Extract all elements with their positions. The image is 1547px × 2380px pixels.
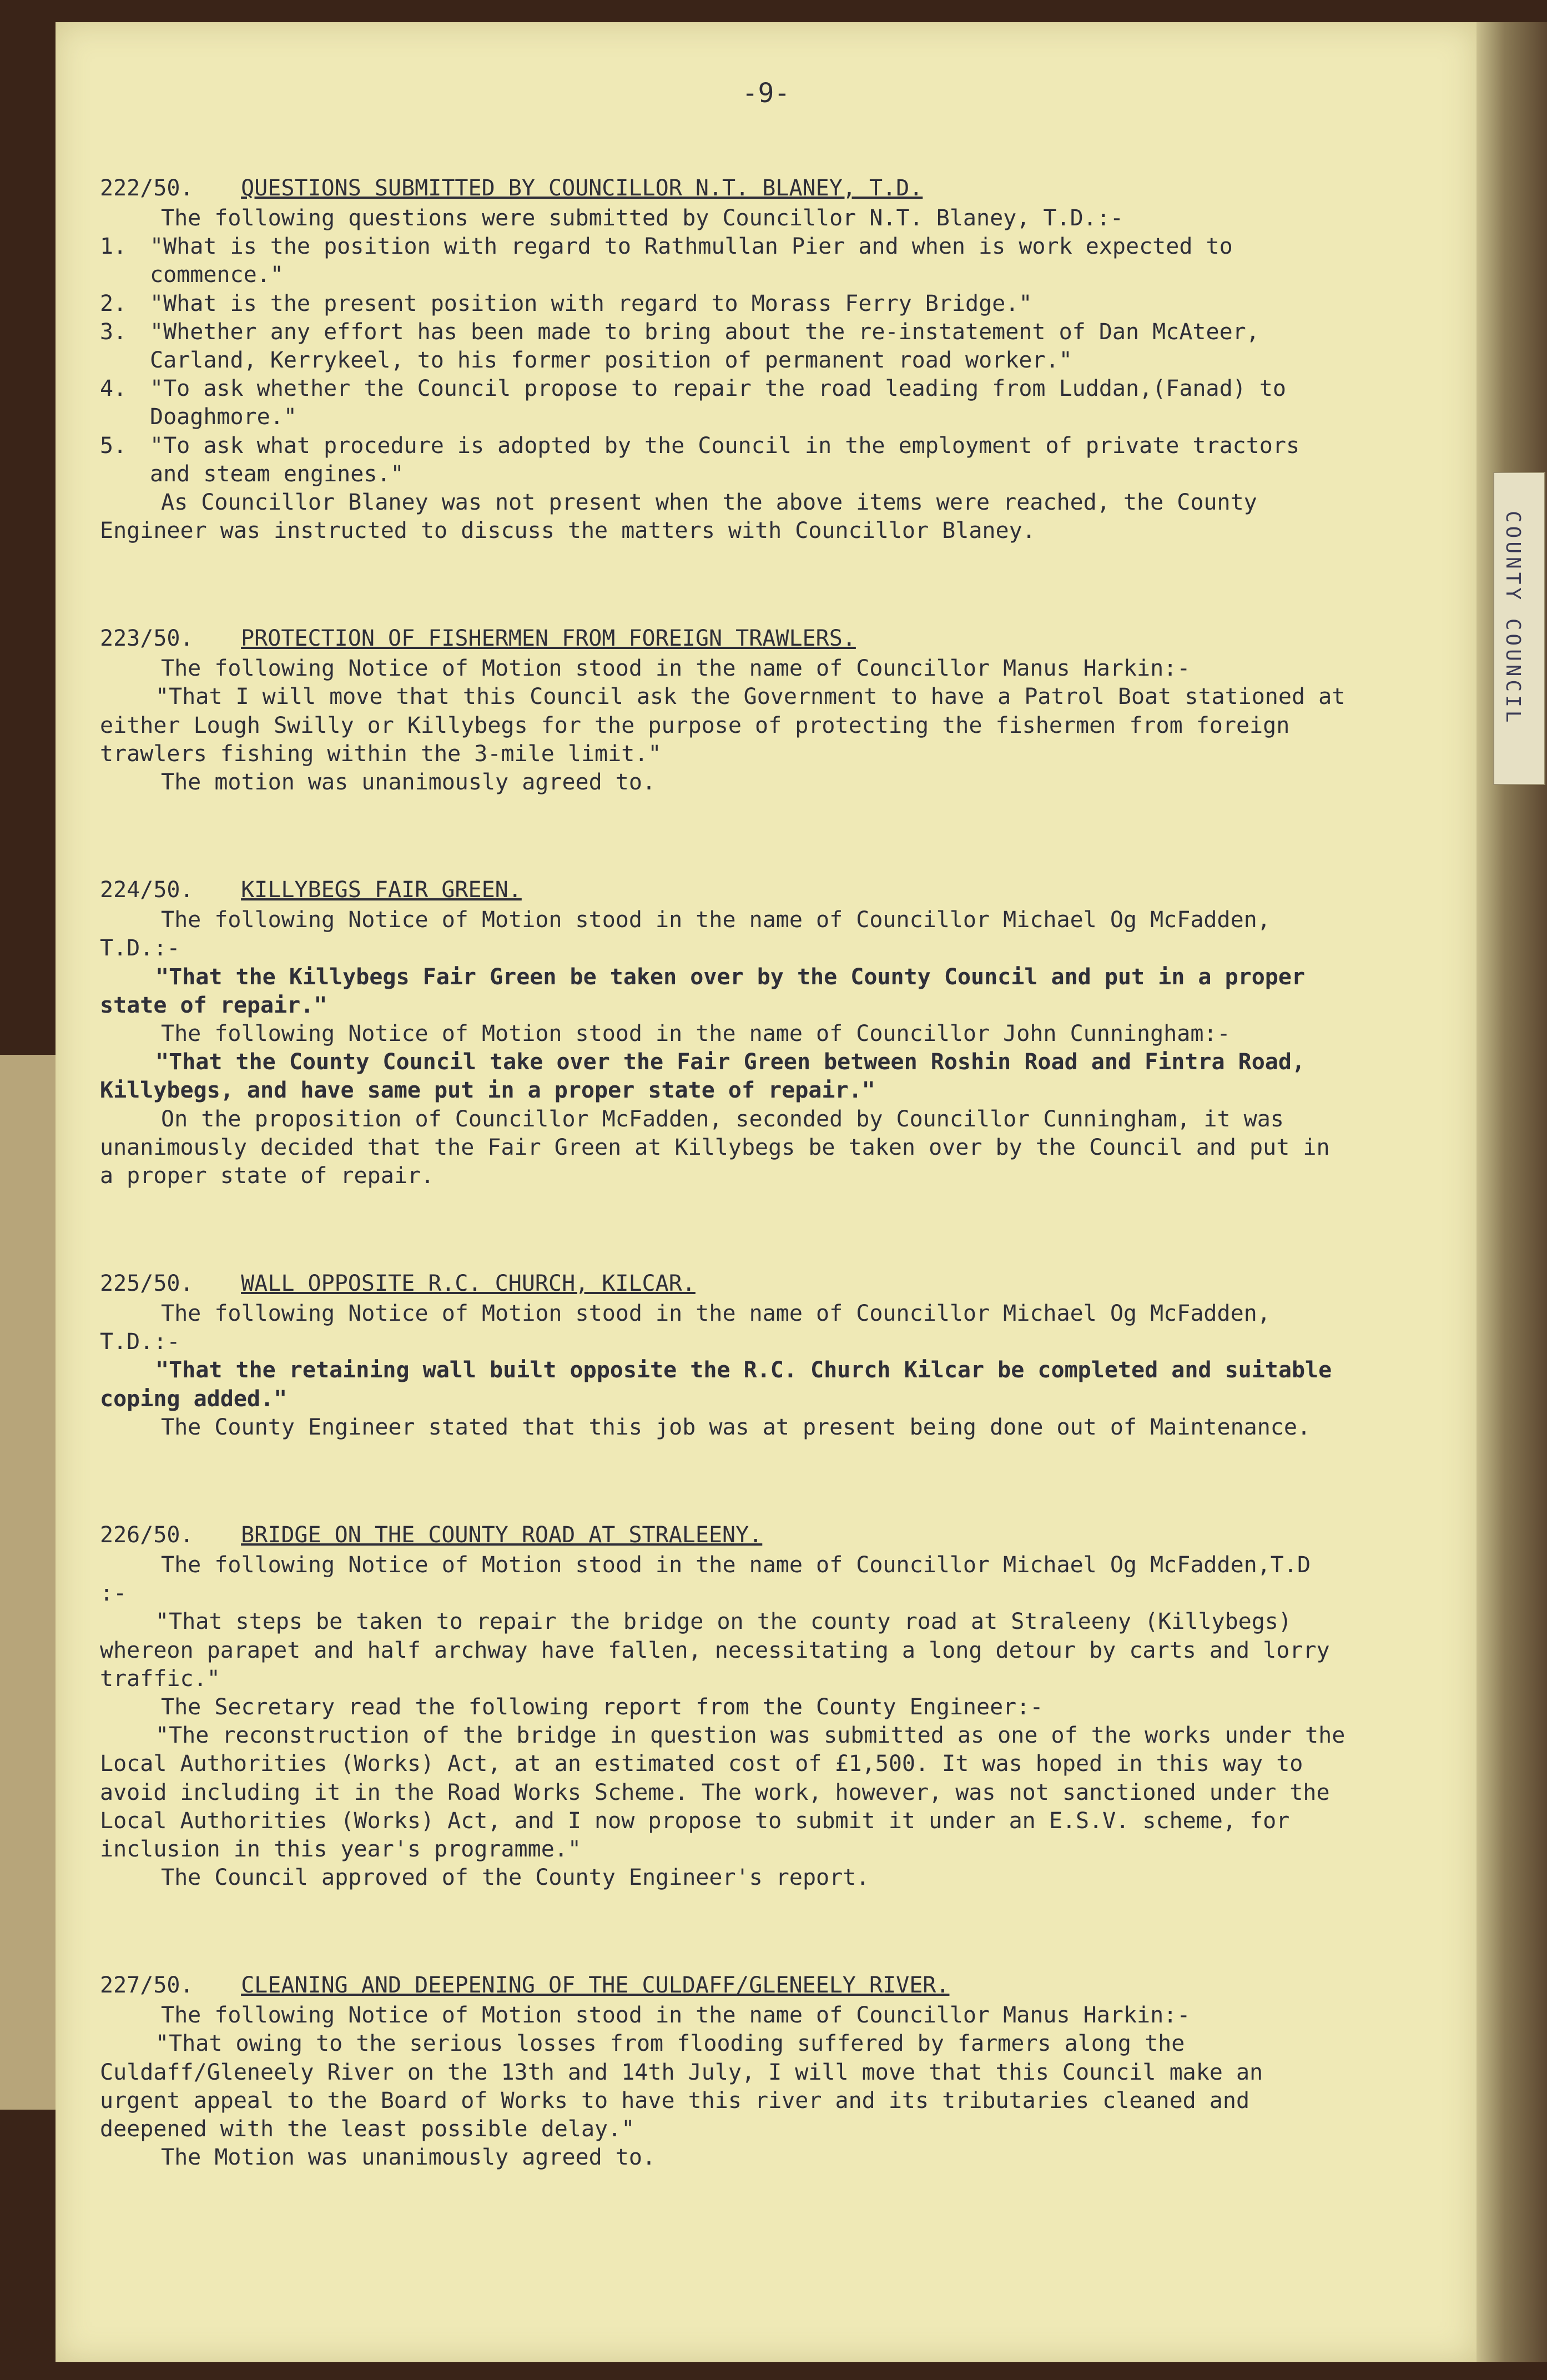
item-title: WALL OPPOSITE R.C. CHURCH, KILCAR. bbox=[241, 1271, 696, 1297]
item-outcome: The Motion was unanimously agreed to. bbox=[161, 2145, 656, 2171]
motion-text: "That owing to the serious losses from flooding suffered by farmers along the Culdaff/Gleneely River on the 13th and 14th July, I will move that this Council make an urgent appeal to the Board of Works to have this river and its tributaries cleaned and deepened with the least possible delay." bbox=[100, 2031, 1263, 2142]
item-title: KILLYBEGS FAIR GREEN. bbox=[241, 877, 522, 903]
item-outcome: On the proposition of Councillor McFadden, seconded by Councillor Cunningham, it was unanimously decided that the Fair Green at Killybegs be taken over by the Council and put in a proper state of repair. bbox=[100, 1106, 1330, 1189]
item-heading bbox=[100, 1973, 1349, 1998]
item-outcome: The County Engineer stated that this job was at present being done out of Maintenance. bbox=[161, 1414, 1311, 1440]
item-number: 226/50. bbox=[100, 1522, 194, 1548]
item-heading bbox=[100, 1522, 1349, 1548]
question-number: 4. bbox=[100, 376, 127, 402]
question-item bbox=[100, 318, 1349, 375]
minutes-content bbox=[100, 78, 1349, 2252]
question-list bbox=[100, 233, 1349, 489]
item-intro: The following Notice of Motion stood in the name of Councillor Michael Og McFadden, T.D.:- bbox=[100, 907, 1271, 962]
question-item bbox=[100, 432, 1349, 489]
item-intro: The following Notice of Motion stood in the name of Councillor Manus Harkin:- bbox=[161, 656, 1191, 682]
item-title: CLEANING AND DEEPENING OF THE CULDAFF/GLENEELY RIVER. bbox=[241, 1973, 950, 1999]
item-number: 223/50. bbox=[100, 626, 194, 652]
question-number: 2. bbox=[100, 290, 127, 316]
question-item bbox=[100, 375, 1349, 431]
item-title: PROTECTION OF FISHERMEN FROM FOREIGN TRAWLERS. bbox=[241, 626, 856, 652]
item-number: 222/50. bbox=[100, 175, 194, 201]
question-text: "Whether any effort has been made to bring about the re-instatement of Dan McAteer, Carland, Kerrykeel, to his former position of permanent road worker." bbox=[150, 319, 1259, 373]
item-heading bbox=[100, 1271, 1349, 1296]
motion-text: "That steps be taken to repair the bridge on the county road at Straleeny (Killybegs) whereon parapet and half archway have fallen, necessitating a long detour by carts and lorry traffic." bbox=[100, 1609, 1330, 1692]
minute-item-224 bbox=[100, 877, 1349, 1190]
item-outcome: As Councillor Blaney was not present when the above items were reached, the County Engineer was instructed to discuss the matters with Councillor Blaney. bbox=[100, 489, 1257, 544]
item-title: BRIDGE ON THE COUNTY ROAD AT STRALEENY. bbox=[241, 1522, 763, 1548]
item-intro-second: The Secretary read the following report from the County Engineer:- bbox=[161, 1694, 1044, 1720]
page-number: -9- bbox=[742, 78, 790, 109]
right-page-edge bbox=[1477, 22, 1547, 2362]
item-intro: The following Notice of Motion stood in the name of Councillor Manus Harkin:- bbox=[161, 2002, 1191, 2029]
question-text: "What is the present position with regard to Morass Ferry Bridge." bbox=[150, 290, 1032, 316]
question-text: "To ask whether the Council propose to repair the road leading from Luddan,(Fanad) to Doaghmore." bbox=[150, 376, 1286, 430]
engineer-report: "The reconstruction of the bridge in question was submitted as one of the works under the Local Authorities (Works) Act, at an estimated cost of £1,500. It was hoped in this way to avoid including it in the Road Works Scheme. The work, however, was not sanctioned under the Local Authorities (Works) Act, and I now propose to submit it under an E.S.V. scheme, for inclusion in this year's programme." bbox=[100, 1723, 1346, 1862]
item-title: QUESTIONS SUBMITTED BY COUNCILLOR N.T. BLANEY, T.D. bbox=[241, 175, 923, 201]
item-outcome: The Council approved of the County Engineer's report. bbox=[161, 1865, 870, 1891]
minute-item-223 bbox=[100, 626, 1349, 797]
motion-text: "That the retaining wall built opposite the R.C. Church Kilcar be completed and suitable coping added." bbox=[100, 1357, 1332, 1412]
question-number: 5. bbox=[100, 432, 127, 459]
item-heading bbox=[100, 626, 1349, 651]
question-text: "To ask what procedure is adopted by the Council in the employment of private tractors and steam engines." bbox=[150, 432, 1300, 487]
item-outcome: The motion was unanimously agreed to. bbox=[161, 769, 656, 795]
item-intro: The following questions were submitted by Councillor N.T. Blaney, T.D.:- bbox=[161, 205, 1123, 231]
item-number: 225/50. bbox=[100, 1271, 194, 1297]
item-intro: The following Notice of Motion stood in the name of Councillor Michael Og McFadden, T.D.:- bbox=[100, 1301, 1271, 1355]
item-heading bbox=[100, 175, 1349, 201]
minute-item-227 bbox=[100, 1973, 1349, 2172]
minute-item-222 bbox=[100, 175, 1349, 545]
item-heading bbox=[100, 877, 1349, 903]
index-tab-label: COUNTY COUNCIL bbox=[1501, 511, 1524, 726]
left-page-edge bbox=[0, 1055, 56, 2110]
question-number: 3. bbox=[100, 319, 127, 345]
item-number: 227/50. bbox=[100, 1973, 194, 1999]
question-item bbox=[100, 290, 1349, 318]
question-text: "What is the position with regard to Rathmullan Pier and when is work expected to commence." bbox=[150, 234, 1233, 288]
minute-item-226 bbox=[100, 1522, 1349, 1892]
question-number: 1. bbox=[100, 234, 127, 260]
motion-text: "That I will move that this Council ask the Government to have a Patrol Boat stationed at either Lough Swilly or Killybegs for the purpose of protecting the fishermen from foreign trawlers fishing within the 3-mile limit." bbox=[100, 684, 1346, 767]
question-item bbox=[100, 233, 1349, 289]
motion-text: "That the Killybegs Fair Green be taken over by the County Council and put in a proper state of repair." bbox=[100, 964, 1306, 1018]
item-number: 224/50. bbox=[100, 877, 194, 903]
item-intro: The following Notice of Motion stood in the name of Councillor Michael Og McFadden,T.D :- bbox=[100, 1552, 1311, 1607]
item-intro-second: The following Notice of Motion stood in the name of Councillor John Cunningham:- bbox=[161, 1020, 1231, 1046]
motion-text-second: "That the County Council take over the Fair Green between Roshin Road and Fintra Road, Killybegs, and have same put in a proper state of repair." bbox=[100, 1049, 1306, 1104]
minute-item-225 bbox=[100, 1271, 1349, 1442]
